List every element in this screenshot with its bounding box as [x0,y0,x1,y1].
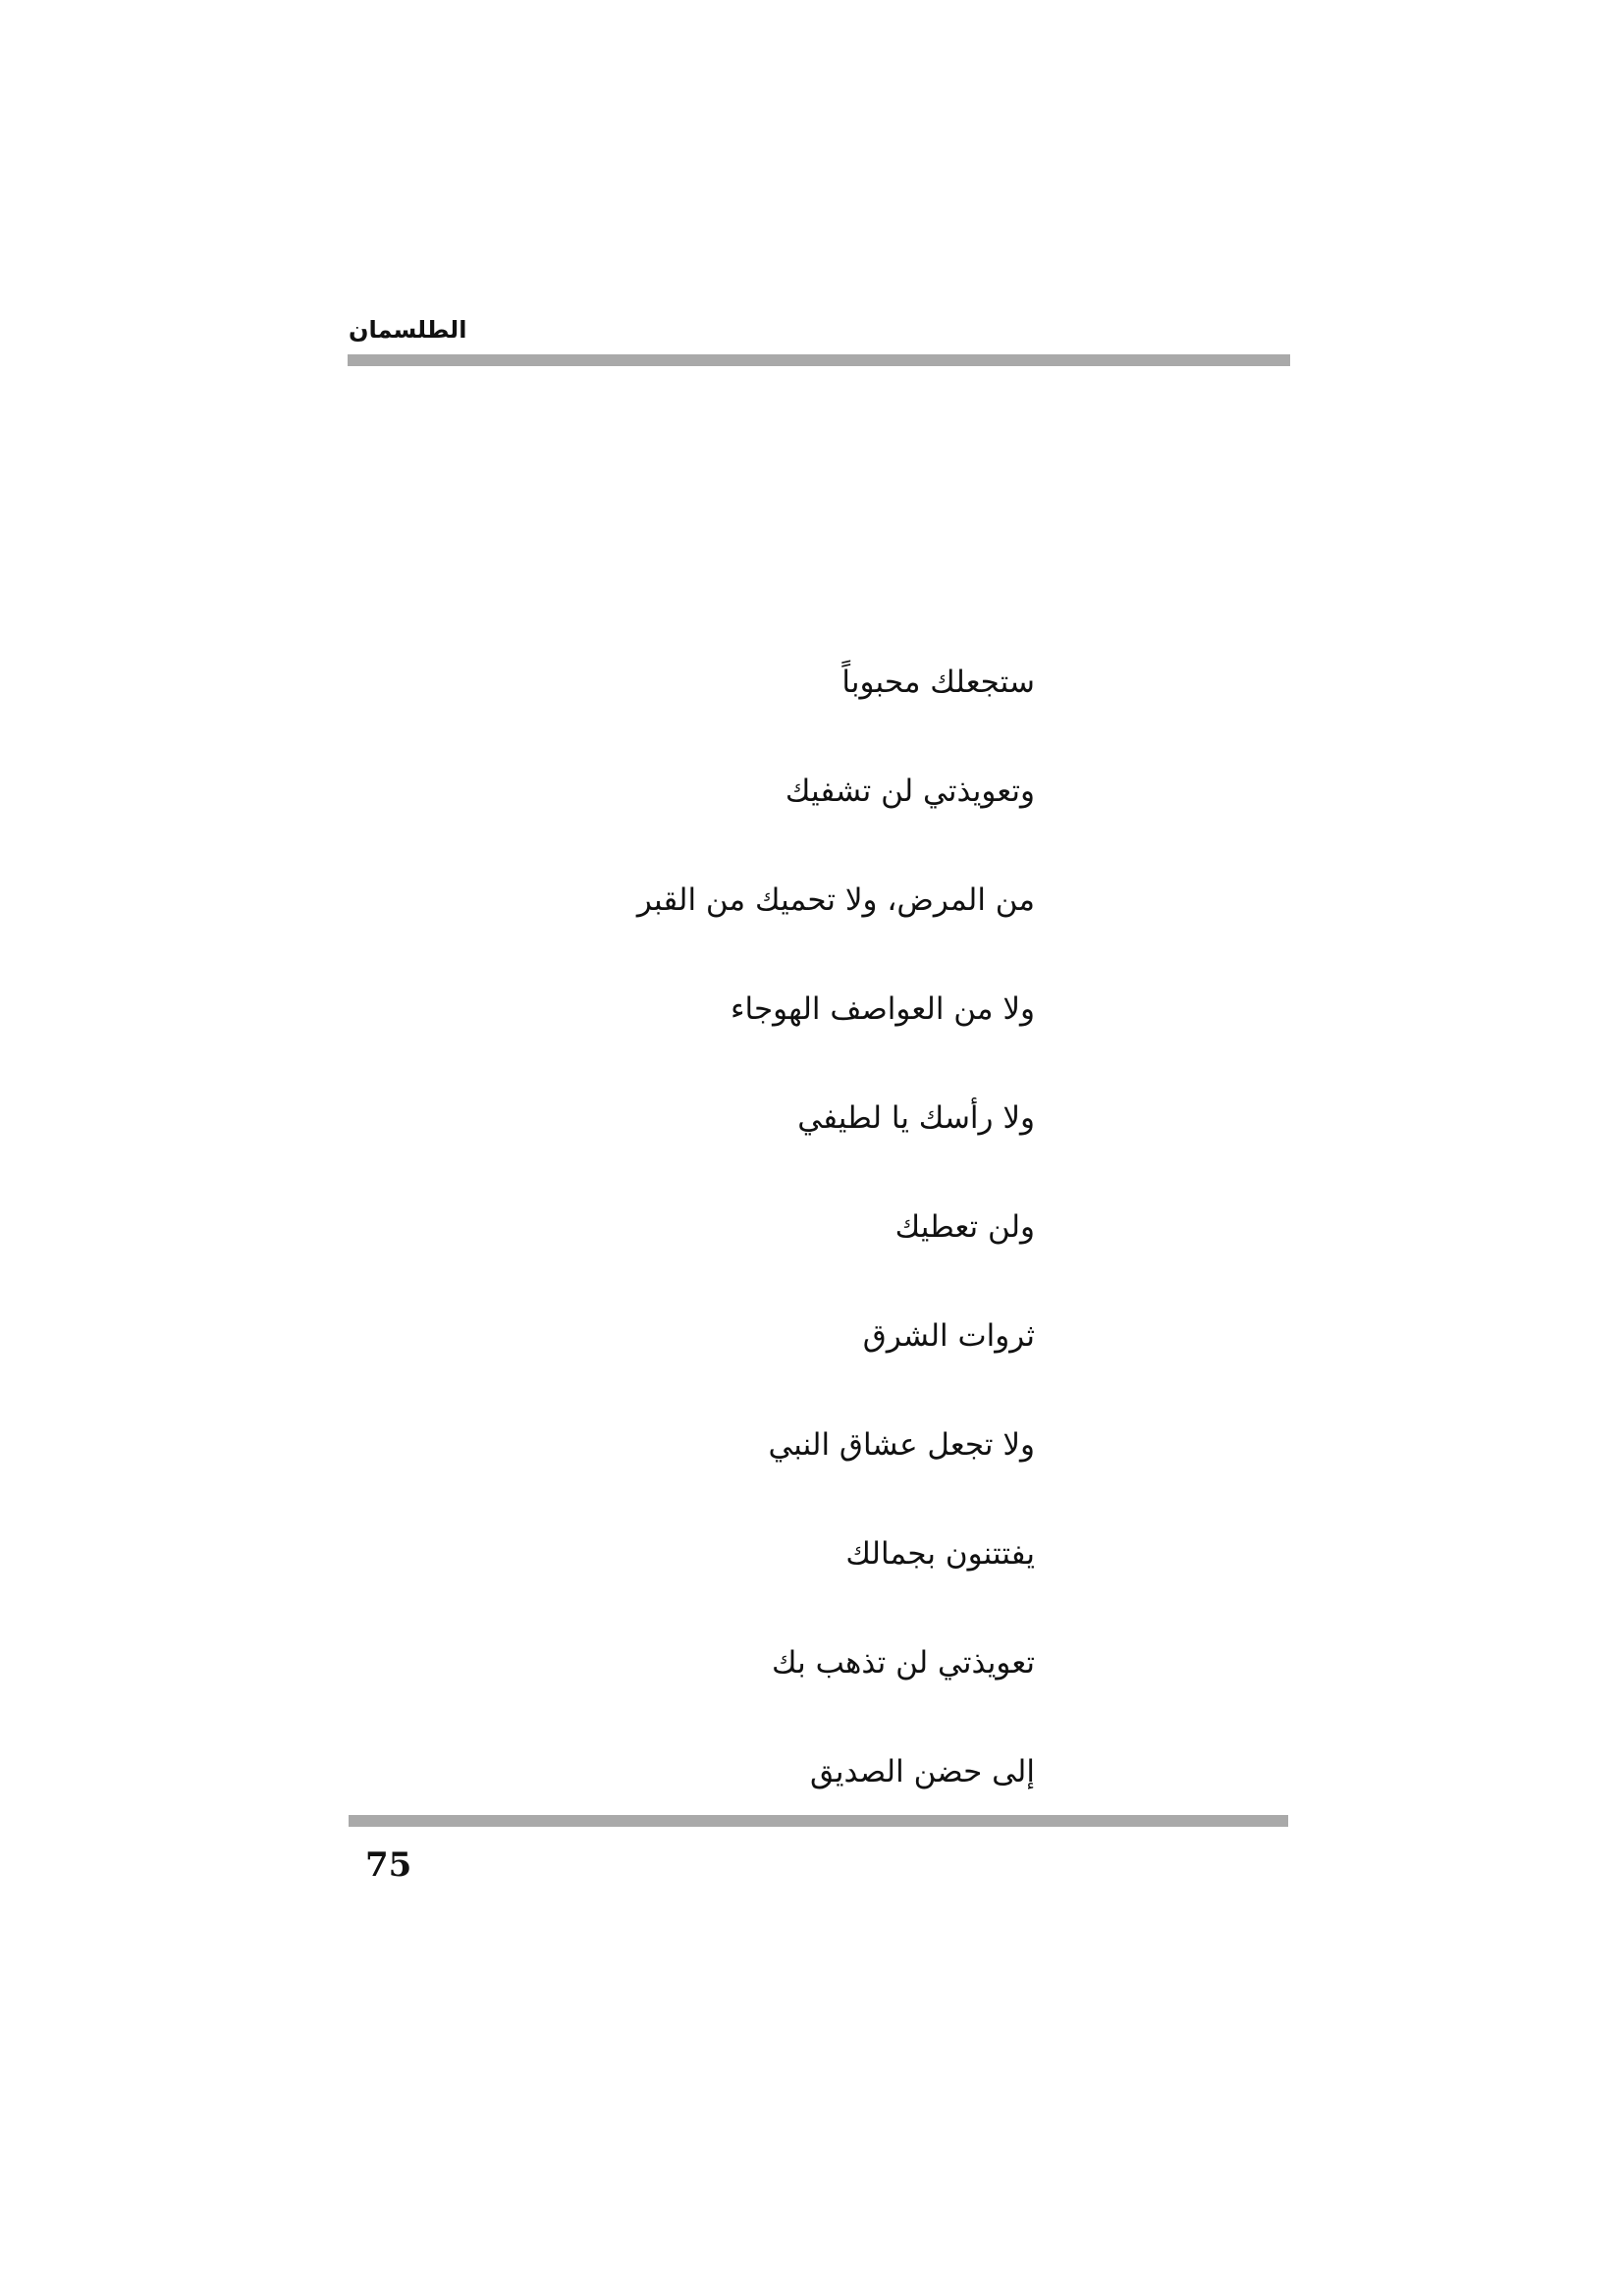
poem-line: يفتتنون بجمالك [845,1536,1035,1572]
poem-line: وتعويذتي لن تشفيك [785,774,1035,809]
running-title: الطلسمان [349,316,467,344]
poem-line: ولا تجعل عشاق النبي [768,1427,1035,1463]
poem-line: ولن تعطيك [894,1209,1035,1245]
footer-rule [349,1815,1288,1827]
poem [348,643,1035,1842]
poem-line: من المرض، ولا تحميك من القبر [636,882,1035,918]
poem-line: ولا رأسك يا لطيفي [797,1100,1035,1136]
poem-line: ثروات الشرق [862,1318,1035,1354]
poem-line: ستجعلك محبوباً [841,665,1035,700]
header-rule [348,354,1290,366]
poem-line: إلى حضن الصديق [810,1754,1035,1789]
poem-line: ولا من العواصف الهوجاء [730,991,1035,1027]
poem-line: تعويذتي لن تذهب بك [771,1645,1035,1681]
page-number: 75 [365,1845,412,1885]
